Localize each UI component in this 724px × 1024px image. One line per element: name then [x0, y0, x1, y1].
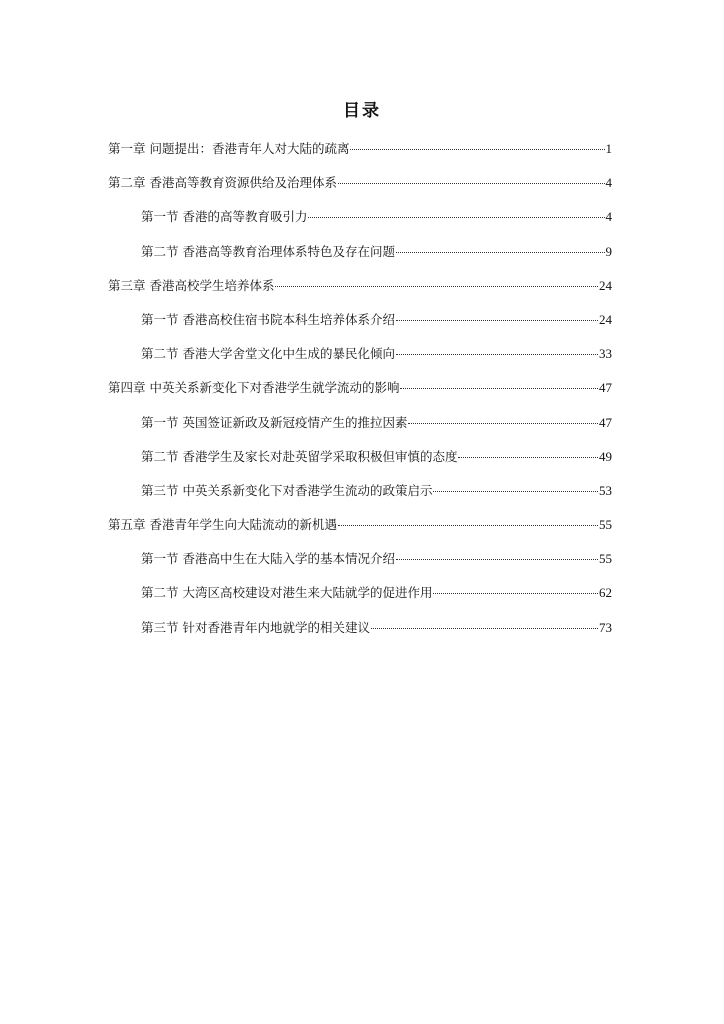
- toc-page-number: 33: [599, 346, 612, 362]
- toc-dot-leader: [371, 628, 598, 629]
- toc-page-number: 24: [599, 277, 612, 293]
- toc-page-number: 4: [605, 209, 612, 225]
- toc-entry-title: 第三节 针对香港青年内地就学的相关建议: [141, 619, 370, 635]
- toc-dot-leader: [433, 491, 598, 492]
- toc-dot-leader: [400, 388, 598, 389]
- toc-chapter-entry[interactable]: [108, 516, 612, 550]
- toc-dot-leader: [433, 593, 598, 594]
- toc-page-number: 47: [599, 414, 612, 430]
- toc-dot-leader: [338, 525, 598, 526]
- toc-dot-leader: [308, 217, 604, 218]
- toc-entry-title: 第二节 香港学生及家长对赴英留学采取积极但审慎的态度: [141, 448, 458, 464]
- toc-dot-leader: [396, 252, 605, 253]
- toc-entry-title: 第一节 英国签证新政及新冠疫情产生的推拉因素: [141, 414, 408, 430]
- toc-chapter-entry[interactable]: [108, 174, 612, 208]
- toc-dot-leader: [350, 149, 604, 150]
- toc-section-entry[interactable]: [108, 550, 612, 584]
- toc-entry-title: 第三章 香港高校学生培养体系: [108, 277, 275, 293]
- toc-entry-title: 第一节 香港的高等教育吸引力: [141, 209, 308, 225]
- toc-page-number: 53: [599, 482, 612, 498]
- toc-entry-title: 第二节 香港高等教育治理体系特色及存在问题: [141, 243, 395, 259]
- toc-entry-title: 第五章 香港青年学生向大陆流动的新机遇: [108, 517, 337, 533]
- toc-entry-title: 第一章 问题提出：香港青年人对大陆的疏离: [108, 141, 350, 156]
- toc-chapter-entry[interactable]: [108, 379, 612, 413]
- toc-entry-title: 第一节 香港高校住宿书院本科生培养体系介绍: [141, 311, 395, 327]
- toc-section-entry[interactable]: [108, 414, 612, 448]
- toc-section-entry[interactable]: [108, 243, 612, 277]
- toc-section-entry[interactable]: [108, 619, 612, 653]
- toc-page-number: 1: [605, 141, 612, 156]
- toc-page-number: 55: [599, 517, 612, 533]
- toc-dot-leader: [338, 183, 605, 184]
- toc-dot-leader: [396, 559, 598, 560]
- toc-entry-title: 第三节 中英关系新变化下对香港学生流动的政策启示: [141, 482, 433, 498]
- toc-entry-title: 第一节 香港高中生在大陆入学的基本情况介绍: [141, 551, 395, 567]
- toc-page-number: 47: [599, 380, 612, 396]
- toc-entry-title: 第四章 中英关系新变化下对香港学生就学流动的影响: [108, 380, 400, 396]
- toc-chapter-entry[interactable]: [108, 277, 612, 311]
- toc-section-entry[interactable]: [108, 448, 612, 482]
- toc-section-entry[interactable]: [108, 482, 612, 516]
- toc-entry-title: 第二节 大湾区高校建设对港生来大陆就学的促进作用: [141, 585, 433, 601]
- toc-section-entry[interactable]: [108, 584, 612, 618]
- toc-page-number: 4: [605, 175, 612, 191]
- toc-dot-leader: [396, 320, 598, 321]
- toc-entry-title: 第二章 香港高等教育资源供给及治理体系: [108, 175, 337, 191]
- toc-dot-leader: [396, 354, 598, 355]
- toc-page-number: 49: [599, 448, 612, 464]
- toc-chapter-entry[interactable]: [108, 140, 612, 174]
- toc-page-number: 24: [599, 311, 612, 327]
- toc-section-entry[interactable]: [108, 208, 612, 242]
- table-of-contents: [108, 140, 612, 653]
- toc-title: 目录: [343, 101, 381, 121]
- toc-entry-title: 第二节 香港大学舍堂文化中生成的暴民化倾向: [141, 346, 395, 362]
- toc-dot-leader: [458, 457, 598, 458]
- toc-section-entry[interactable]: [108, 311, 612, 345]
- toc-page-number: 9: [605, 243, 612, 259]
- toc-page-number: 73: [599, 619, 612, 635]
- toc-dot-leader: [275, 286, 598, 287]
- toc-page-number: 62: [599, 585, 612, 601]
- toc-dot-leader: [408, 423, 598, 424]
- toc-page-number: 55: [599, 551, 612, 567]
- toc-section-entry[interactable]: [108, 345, 612, 379]
